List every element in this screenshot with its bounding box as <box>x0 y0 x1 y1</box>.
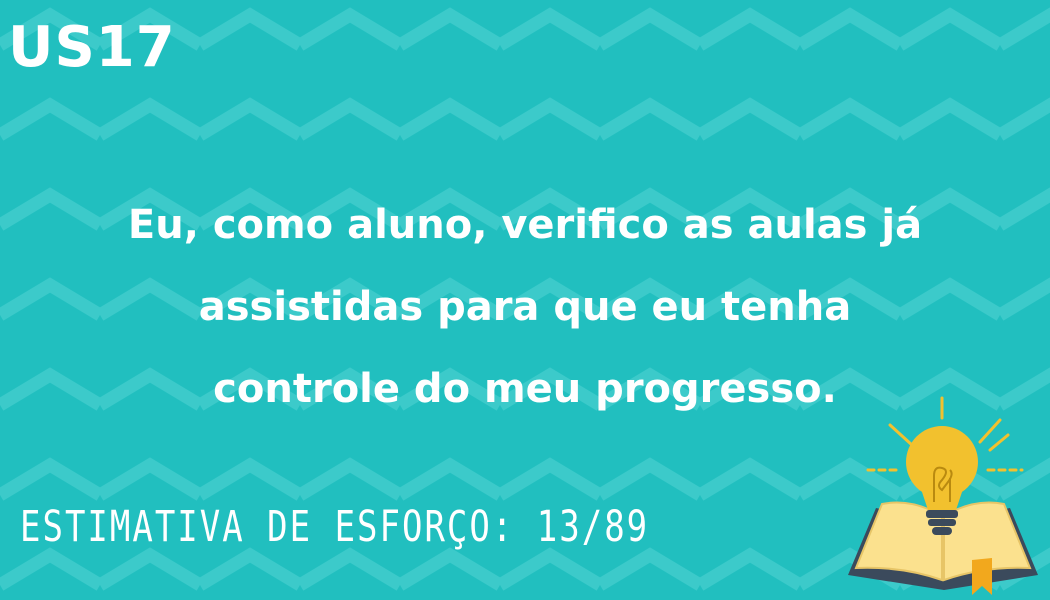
lightbulb-over-open-book-icon <box>840 390 1045 600</box>
bookmark-icon <box>972 558 992 595</box>
story-id-title: US17 <box>8 15 176 80</box>
effort-estimate: ESTIMATIVA DE ESFORÇO: 13/89 <box>20 502 650 552</box>
story-line: controle do meu progresso. <box>213 366 837 412</box>
story-line: Eu, como aluno, verifico as aulas já <box>127 202 923 248</box>
story-line: assistidas para que eu tenha <box>198 284 852 330</box>
